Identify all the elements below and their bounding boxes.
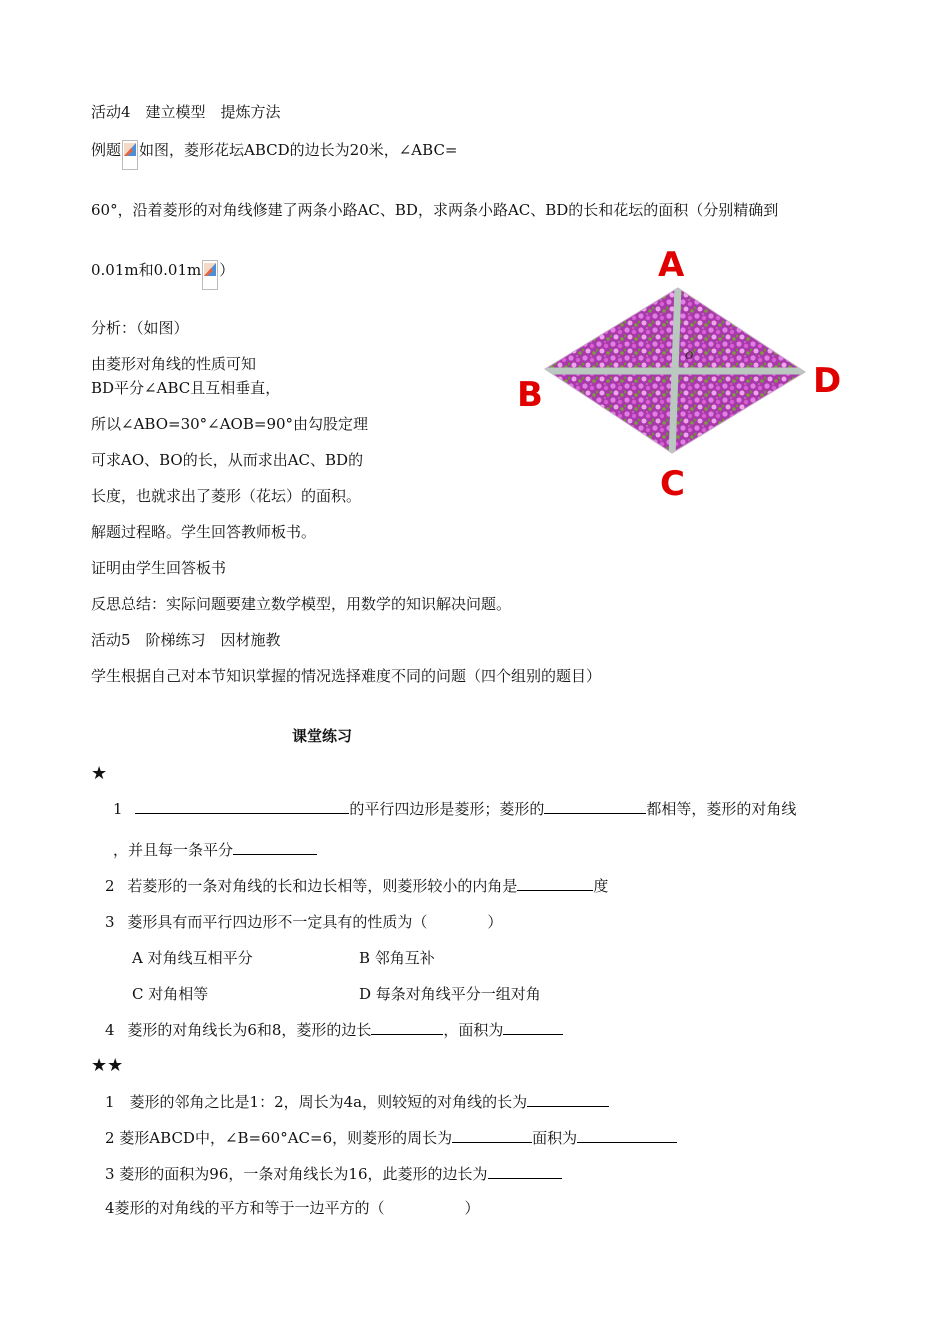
level1-question-1 [113, 799, 796, 819]
answer-blank[interactable] [452, 1128, 532, 1143]
question-text: 菱形具有而平行四边形不一定具有的性质为（ [127, 913, 428, 931]
question-text: ） [487, 913, 503, 931]
question-number: 1 [113, 800, 123, 818]
precision-close: ） [219, 261, 235, 279]
answer-blank[interactable] [371, 1020, 443, 1035]
question-text: ，并且每一条平分 [113, 841, 234, 859]
option-b: B 邻角互补 [359, 949, 435, 967]
answer-blank[interactable] [544, 799, 646, 814]
option-c: C 对角相等 [132, 985, 209, 1003]
question-text: 若菱形的一条对角线的长和边长相等，则菱形较小的内角是 [127, 877, 518, 895]
option-d: D 每条对角线平分一组对角 [359, 985, 541, 1003]
broken-image-icon [202, 260, 218, 290]
practice-title: 课堂练习 [292, 727, 353, 745]
analysis-line: 由菱形对角线的性质可知 [91, 355, 257, 373]
vertex-label-b: B [517, 375, 543, 415]
question-number: 4 [105, 1021, 115, 1039]
analysis-line: 反思总结：实际问题要建立数学模型，用数学的知识解决问题。 [91, 595, 512, 613]
example-line2: 60°，沿着菱形的对角线修建了两条小路AC、BD，求两条小路AC、BD的长和花坛的面积（分别精确到 [91, 201, 779, 219]
question-text: 的平行四边形是菱形；菱形的 [349, 800, 545, 818]
question-text: 4菱形的对角线的平方和等于一边平方的（ [105, 1199, 385, 1217]
analysis-line: 证明由学生回答板书 [91, 559, 227, 577]
question-text: 度 [593, 877, 609, 895]
example-text: 如图，菱形花坛ABCD的边长为20米，∠ABC= [139, 141, 458, 159]
level2-question-2 [105, 1128, 677, 1148]
vertex-label-a: A [658, 245, 685, 285]
question-text: 面积为 [532, 1129, 578, 1147]
question-text: 菱形的对角线长为6和8，菱形的边长 [127, 1021, 372, 1039]
question-text: 1 菱形的邻角之比是1：2，周长为4a，则较短的对角线的长为 [105, 1093, 528, 1111]
question-text: 3 菱形的面积为96，一条对角线长为16，此菱形的边长为 [105, 1165, 488, 1183]
example-line1 [91, 140, 458, 170]
analysis-line: BD平分∠ABC且互相垂直， [91, 379, 281, 397]
analysis-title: 分析：（如图） [91, 319, 189, 337]
level1-question-3 [105, 912, 502, 932]
center-label-o: O [685, 351, 694, 362]
level1-question-4 [105, 1020, 563, 1040]
answer-blank[interactable] [488, 1164, 562, 1179]
vertex-label-c: C [660, 464, 685, 504]
broken-image-icon [122, 140, 138, 170]
answer-blank[interactable] [577, 1128, 677, 1143]
example-prefix: 例题 [91, 141, 122, 159]
question-text: 2 菱形ABCD中，∠B=60°AC=6，则菱形的周长为 [105, 1129, 453, 1147]
question-text: ） [464, 1199, 480, 1217]
activity4-heading: 活动4 建立模型 提炼方法 [91, 103, 281, 121]
question-number: 3 [105, 913, 115, 931]
activity5-heading: 活动5 阶梯练习 因材施教 [91, 631, 281, 649]
answer-blank[interactable] [503, 1020, 563, 1035]
level1-stars: ★ [91, 763, 108, 784]
rhombus-flowerbed-figure [540, 285, 810, 457]
answer-blank[interactable] [517, 876, 593, 891]
answer-blank[interactable] [527, 1092, 609, 1107]
question-text: ，面积为 [443, 1021, 504, 1039]
example-line3 [91, 260, 234, 290]
analysis-line: 可求AO、BO的长，从而求出AC、BD的 [91, 451, 364, 469]
answer-blank[interactable] [233, 840, 317, 855]
question-text: 都相等，菱形的对角线 [646, 800, 797, 818]
activity5-desc: 学生根据自己对本节知识掌握的情况选择难度不同的问题（四个组别的题目） [91, 667, 602, 685]
level1-question-2 [105, 876, 608, 896]
answer-blank[interactable] [135, 799, 349, 814]
level2-question-3 [105, 1164, 562, 1184]
level2-question-4 [105, 1198, 480, 1218]
option-a: A 对角线互相平分 [132, 949, 253, 967]
analysis-line: 所以∠ABO=30°∠AOB=90°由勾股定理 [91, 415, 369, 433]
precision-text: 0.01m和0.01m [91, 261, 202, 279]
question-number: 2 [105, 877, 115, 895]
analysis-line: 解题过程略。学生回答教师板书。 [91, 523, 317, 541]
analysis-line: 长度，也就求出了菱形（花坛）的面积。 [91, 487, 362, 505]
level2-question-1 [105, 1092, 609, 1112]
level2-stars: ★★ [91, 1055, 124, 1076]
level1-question-1-cont [113, 840, 317, 860]
vertex-label-d: D [813, 361, 842, 401]
